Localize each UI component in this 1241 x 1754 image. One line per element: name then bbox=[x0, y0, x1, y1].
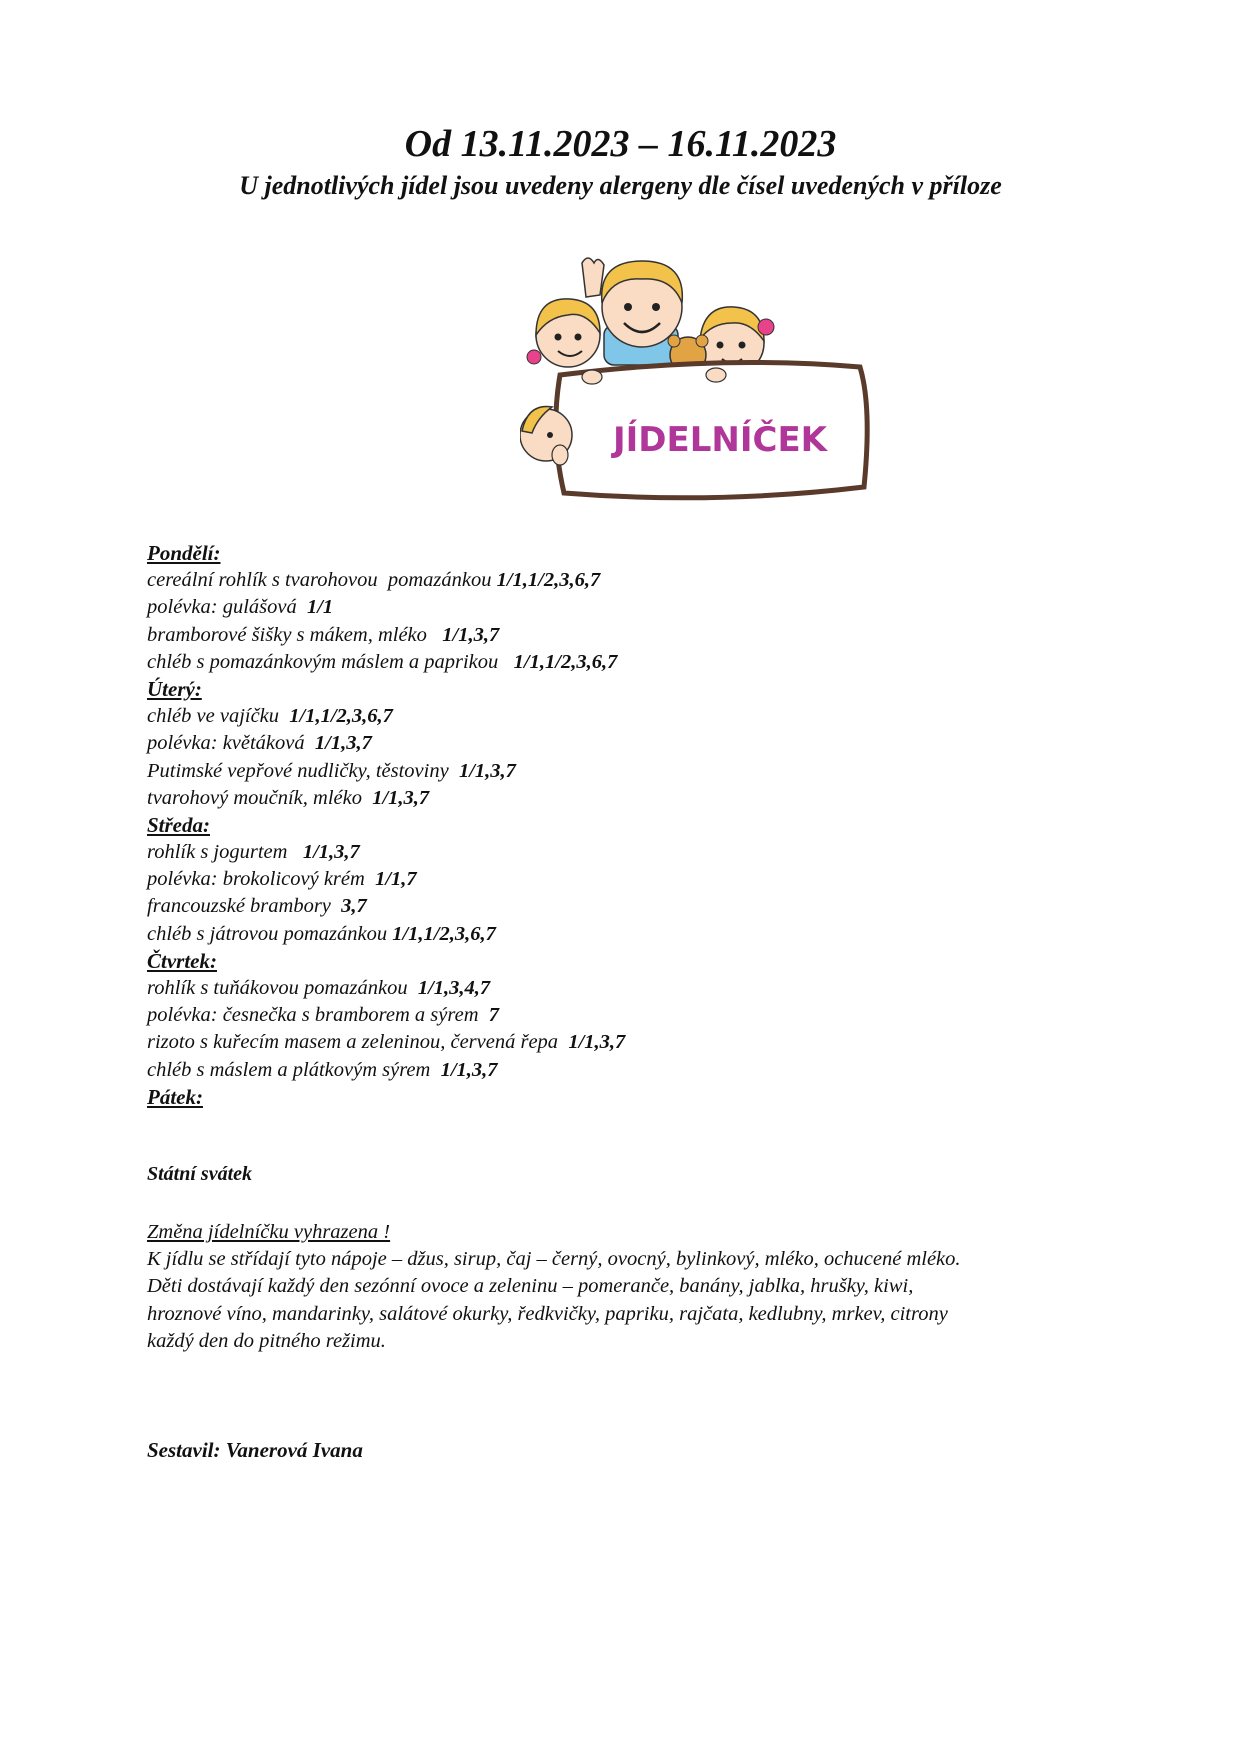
allergen-codes: 1/1,1/2,3,6,7 bbox=[392, 922, 496, 945]
menu-item bbox=[147, 758, 1147, 785]
page-subtitle: U jednotlivých jídel jsou uvedeny alergeny dle čísel uvedených v příloze bbox=[239, 171, 1002, 200]
menu-item-text: bramborové šišky s mákem, mléko bbox=[147, 623, 443, 646]
menu-item bbox=[147, 839, 1147, 866]
allergen-codes: 1/1,3,7 bbox=[458, 759, 516, 782]
note-line: každý den do pitného režimu. bbox=[147, 1329, 386, 1352]
change-reserved-note: Změna jídelníčku vyhrazena ! bbox=[147, 1221, 391, 1243]
menu-item-text: polévka: brokolicový krém bbox=[147, 868, 376, 891]
menu-item-text: polévka: česnečka s bramborem a sýrem bbox=[147, 1004, 489, 1027]
child-left-figure bbox=[527, 299, 600, 367]
children-illustration bbox=[520, 255, 910, 527]
menu-item-text: rohlík s tuňákovou pomazánkou bbox=[147, 977, 418, 999]
menu-item bbox=[147, 703, 1147, 730]
menu-item-text: chléb s máslem a plátkovým sýrem bbox=[147, 1058, 441, 1081]
allergen-codes: 1/1,3,4,7 bbox=[417, 977, 491, 999]
allergen-codes: 7 bbox=[488, 1004, 499, 1027]
menu-item bbox=[147, 785, 1147, 812]
day-heading: Úterý: bbox=[147, 676, 202, 701]
menu-item-text: Putimské vepřové nudličky, těstoviny bbox=[147, 759, 459, 782]
day-heading: Pondělí: bbox=[147, 541, 221, 565]
menu-item bbox=[147, 594, 1147, 621]
note-line: Děti dostávají každý den sezónní ovoce a zeleninu – pomeranče, banány, jablka, hrušky, kiwi, bbox=[147, 1275, 914, 1298]
allergen-codes: 1/1,3,7 bbox=[314, 732, 372, 755]
menu-item bbox=[147, 730, 1147, 757]
allergen-codes: 1/1 bbox=[306, 596, 334, 619]
menu-item bbox=[147, 1002, 1147, 1029]
page-title: Od 13.11.2023 – 16.11.2023 bbox=[404, 123, 837, 165]
menu-item bbox=[147, 921, 1147, 948]
day-heading: Středa: bbox=[147, 812, 210, 837]
menu-item-text: chléb ve vajíčku bbox=[147, 705, 290, 728]
menu-item bbox=[147, 1029, 1147, 1056]
allergen-codes: 1/1,1/2,3,6,7 bbox=[496, 569, 601, 592]
allergen-codes: 1/1,3,7 bbox=[440, 1058, 498, 1081]
allergen-codes: 1/1,3,7 bbox=[568, 1031, 626, 1054]
menu-item bbox=[147, 866, 1147, 893]
allergen-codes: 3,7 bbox=[341, 895, 367, 918]
menu-item-text: chléb s pomazánkovým máslem a paprikou bbox=[147, 650, 514, 673]
jidelnicek-logo bbox=[520, 255, 910, 527]
menu-item-text: chléb s játrovou pomazánkou bbox=[147, 922, 393, 945]
menu-item-text: polévka: květáková bbox=[147, 732, 315, 755]
menu-item bbox=[147, 1057, 1147, 1084]
allergen-codes: 1/1,3,7 bbox=[442, 623, 500, 646]
menu-notes bbox=[147, 1219, 1147, 1355]
author-signature: Sestavil: Vanerová Ivana bbox=[147, 1438, 363, 1462]
weekly-menu bbox=[147, 540, 1147, 1111]
menu-item bbox=[147, 649, 1147, 676]
day-heading: Pátek: bbox=[147, 1084, 203, 1109]
logo-text: JÍDELNÍČEK bbox=[612, 420, 828, 460]
note-line: hroznové víno, mandarinky, salátové okurky, ředkvičky, papriku, rajčata, kedlubny, mrkev, citrony bbox=[147, 1302, 948, 1325]
menu-item-text: rohlík s jogurtem bbox=[147, 841, 303, 864]
menu-item-text: tvarohový moučník, mléko bbox=[147, 786, 373, 809]
menu-item-text: cereální rohlík s tvarohovou pomazánkou bbox=[147, 569, 497, 592]
menu-item-text: rizoto s kuřecím masem a zeleninou, červená řepa bbox=[147, 1031, 569, 1054]
menu-item bbox=[147, 622, 1147, 649]
day-heading: Čtvrtek: bbox=[147, 948, 217, 973]
menu-item-text: polévka: gulášová bbox=[147, 596, 307, 619]
menu-item bbox=[147, 975, 1147, 1002]
allergen-codes: 1/1,1/2,3,6,7 bbox=[513, 650, 618, 673]
menu-item bbox=[147, 567, 1147, 594]
allergen-codes: 1/1,1/2,3,6,7 bbox=[289, 705, 393, 728]
allergen-codes: 1/1,7 bbox=[375, 868, 417, 891]
allergen-codes: 1/1,3,7 bbox=[372, 786, 430, 809]
allergen-codes: 1/1,3,7 bbox=[302, 841, 360, 864]
note-line: K jídlu se střídají tyto nápoje – džus, sirup, čaj – černý, ovocný, bylinkový, mléko, ochucené mléko. bbox=[147, 1248, 961, 1271]
menu-item bbox=[147, 893, 1147, 920]
holiday-note: Státní svátek bbox=[147, 1163, 253, 1185]
menu-item-text: francouzské brambory bbox=[147, 895, 342, 918]
